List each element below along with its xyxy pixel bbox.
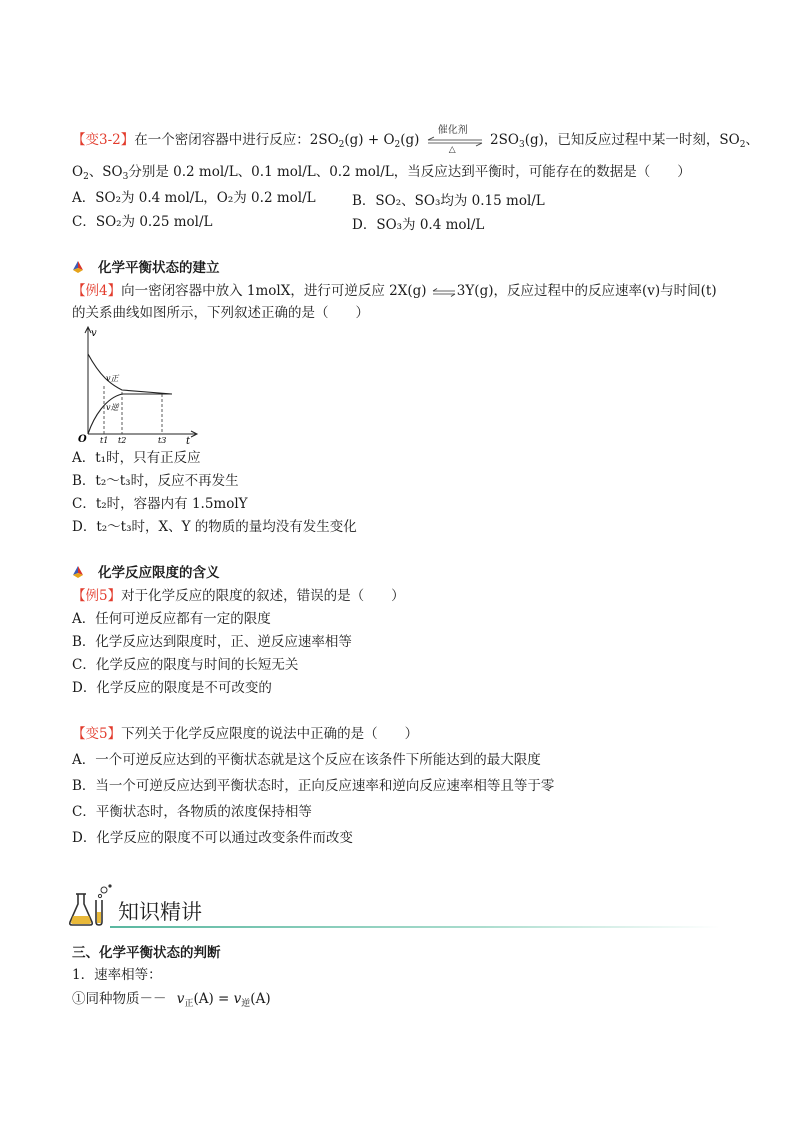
section-title: 化学平衡状态的建立 [98, 260, 220, 276]
option-d: D．t₂～t₃时，X、Y 的物质的量均没有发生变化 [72, 519, 357, 535]
y-axis-label: v [91, 328, 97, 339]
option-b: B．当一个可逆反应达到平衡状态时，正向反应速率和逆向反应速率相等且等于零 [72, 778, 555, 794]
option-a: A．SO₂为 0.4 mol/L，O₂为 0.2 mol/L [72, 190, 316, 206]
question-text: 、SO [88, 164, 123, 180]
rate-symbol: v [176, 991, 185, 1007]
option-a: A．t₁时，只有正反应 [72, 450, 201, 466]
rate-symbol: v [233, 991, 242, 1007]
v-forward-label: v正 [106, 374, 119, 383]
question-text: 3Y(g)，反应过程中的反应速率(v)与时间(t) [456, 283, 717, 299]
option-b: B．t₂～t₃时，反应不再发生 [72, 473, 239, 489]
rate-time-graph [74, 324, 204, 446]
item-text: ①同种物质－－ [72, 991, 167, 1007]
tick-t2: t2 [118, 436, 127, 445]
question-var5 [72, 725, 418, 743]
item-1: 1．速率相等： [72, 967, 162, 983]
tick-t1: t1 [100, 436, 109, 445]
section-3-title: 三、化学平衡状态的判断 [72, 945, 221, 961]
option-d: D．化学反应的限度不可以通过改变条件而改变 [72, 830, 353, 846]
option-b: B．化学反应达到限度时，正、逆反应速率相等 [72, 634, 352, 650]
question-text: 2SO [490, 132, 519, 148]
reversible-arrow-icon [431, 285, 457, 299]
section-heading [72, 259, 220, 277]
option-c: C．SO₂为 0.25 mol/L [72, 214, 213, 230]
question-ex4-line1 [72, 282, 717, 300]
option-row [72, 189, 316, 207]
question-text: (g) [400, 132, 420, 148]
origin-label: O [78, 434, 87, 445]
banner-title: 知识精讲 [118, 900, 202, 924]
option-d: D．化学反应的限度是不可改变的 [72, 680, 272, 696]
equation-text: (A) = [193, 991, 234, 1007]
option-c: C．化学反应的限度与时间的长短无关 [72, 657, 299, 673]
item-1a [72, 990, 271, 1008]
option-c: C．t₂时，容器内有 1.5molY [72, 496, 248, 512]
equilibrium-arrow-icon [424, 124, 486, 155]
question-text: 、 [745, 132, 759, 148]
question-text: (g)，已知反应过程中某一时刻，SO [524, 132, 740, 148]
option-c: C．平衡状态时，各物质的浓度保持相等 [72, 804, 312, 820]
question-var-3-2-line1: 【变3-2】在一个密闭容器中进行反应：$2SO_2(g) + O_2(g)$ 催化剂 △ $2SO_3(g)$，已知反应过程中某一时刻，$SO_2$、 [72, 131, 759, 150]
bullet-icon [72, 566, 84, 578]
question-ex5 [72, 587, 405, 605]
section-title: 化学反应限度的含义 [98, 565, 220, 581]
question-ex4-line2: 的关系曲线如图所示，下列叙述正确的是（ ） [72, 305, 369, 321]
option-d: D．SO₃为 0.4 mol/L [352, 217, 485, 233]
question-text: 下列关于化学反应限度的说法中正确的是（ ） [121, 726, 419, 742]
question-text: O [72, 164, 84, 180]
equation-text: (A) [250, 991, 271, 1007]
option-a: A．任何可逆反应都有一定的限度 [72, 611, 271, 627]
question-tag: 【变5】 [72, 726, 122, 742]
question-tag: 【例5】 [72, 588, 122, 604]
catalyst-label: 催化剂 [437, 124, 468, 136]
option-b: B．SO₂、SO₃均为 0.15 mol/L [352, 193, 545, 209]
question-text: 在一个密闭容器中进行反应：2SO [134, 132, 339, 148]
heat-label: △ [448, 144, 456, 155]
section-heading [72, 564, 220, 582]
x-axis-label: t [186, 436, 191, 446]
v-reverse-label: v逆 [106, 403, 119, 412]
option-row [72, 213, 212, 231]
question-text: 分别是 0.2 mol/L、0.1 mol/L、0.2 mol/L，当反应达到平衡时，可能存在的数据是（ ） [128, 164, 691, 180]
rate-subscript: 正 [184, 999, 194, 1009]
question-text: (g) + O [344, 132, 395, 148]
question-text: 向一密闭容器中放入 1molX，进行可逆反应 2X(g) [121, 283, 427, 299]
question-tag: 【变3-2】 [72, 132, 135, 148]
question-tag: 【例4】 [72, 283, 122, 299]
tick-t3: t3 [158, 436, 167, 445]
lab-flask-icon [70, 884, 112, 925]
question-text: 对于化学反应的限度的叙述，错误的是（ ） [121, 588, 405, 604]
option-a: A．一个可逆反应达到的平衡状态就是这个反应在该条件下所能达到的最大限度 [72, 752, 541, 768]
question-var-3-2-line2: $O_2$、$SO_3$分别是 0.2 mol/L、0.1 mol/L、0.2 mol/L，当反应达到平衡时，可能存在的数据是（ ） [72, 164, 691, 182]
rate-subscript: 逆 [241, 999, 251, 1009]
bullet-icon [72, 261, 84, 273]
